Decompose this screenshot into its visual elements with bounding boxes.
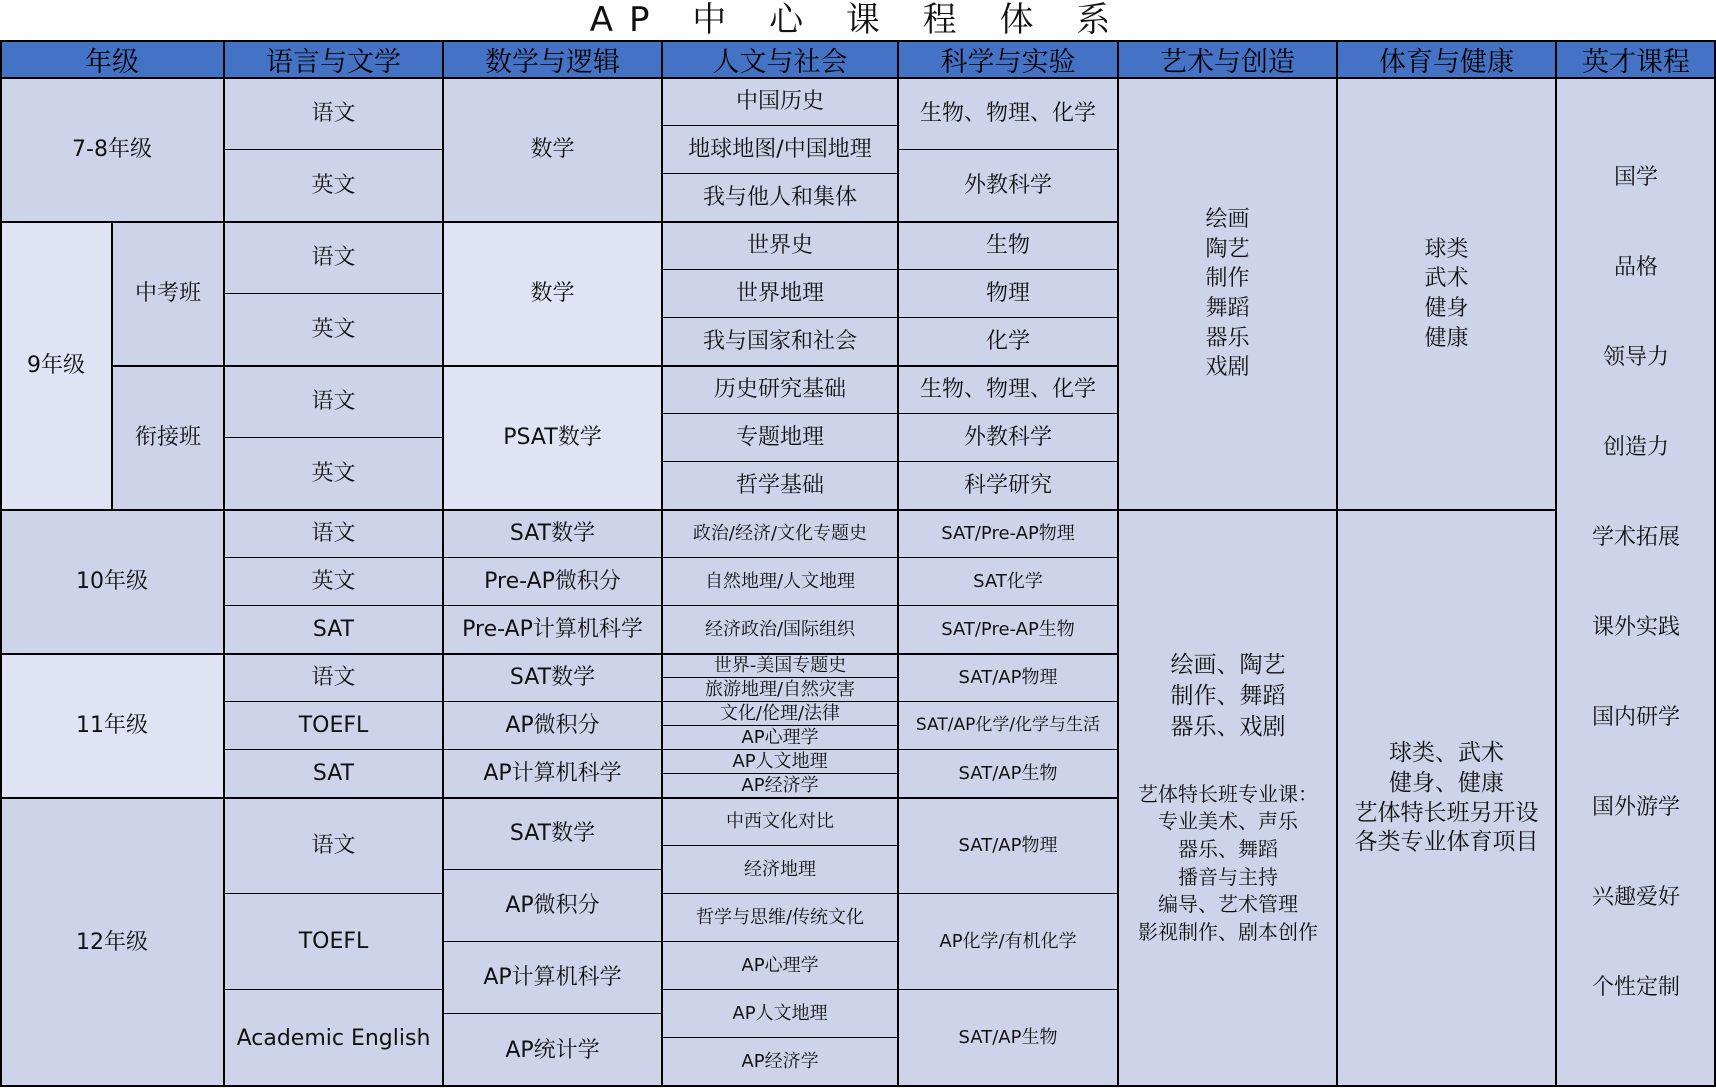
sci-cell: 生物 [898, 222, 1118, 270]
sci-cell: SAT/AP化学/化学与生活 [898, 702, 1118, 750]
grid-line [662, 725, 898, 726]
lang-cell: 语文 [224, 798, 443, 894]
grade-9: 9年级 [0, 222, 112, 510]
sci-cell: SAT/Pre-AP物理 [898, 510, 1118, 558]
grid-line [662, 989, 1118, 990]
grid-line [662, 413, 1118, 414]
hum-cell: AP人文地理 [662, 750, 898, 774]
grid-line [1336, 40, 1338, 1087]
arts-lower-note: 艺体特长班专业课： 专业美术、声乐 器乐、舞蹈 播音与主持 编导、艺术管理 影视制作、剧本创作 [1138, 781, 1318, 944]
math-cell: AP微积分 [443, 702, 662, 750]
talent-item: 品格 [1556, 223, 1716, 313]
sci-cell: 化学 [898, 318, 1118, 366]
sci-cell: SAT/AP物理 [898, 798, 1118, 894]
grid-line [223, 40, 225, 1087]
lang-cell: 语文 [224, 78, 443, 150]
math-cell: PSAT数学 [443, 366, 662, 510]
grid-line [0, 40, 2, 1087]
lang-cell: SAT [224, 750, 443, 798]
hum-cell: 政治/经济/文化专题史 [662, 510, 898, 558]
grid-line [0, 77, 1716, 79]
grid-line [662, 557, 1118, 558]
sci-cell: 外教科学 [898, 150, 1118, 222]
arts-upper: 绘画 陶艺 制作 舞蹈 器乐 戏剧 [1118, 78, 1337, 510]
grid-line [443, 1013, 662, 1014]
grid-line [662, 845, 898, 846]
talent-item: 国学 [1556, 133, 1716, 223]
lang-cell: 语文 [224, 654, 443, 702]
sci-cell: 科学研究 [898, 462, 1118, 510]
hum-cell: 经济地理 [662, 846, 898, 894]
grid-line [0, 653, 1118, 655]
grid-line [224, 557, 662, 558]
hum-cell: 文化/伦理/法律 [662, 702, 898, 726]
lang-cell: TOEFL [224, 702, 443, 750]
arts-lower-main: 绘画、陶艺 制作、舞蹈 器乐、戏剧 [1170, 651, 1286, 740]
math-cell: Pre-AP微积分 [443, 558, 662, 606]
talent-item: 学术拓展 [1556, 493, 1716, 583]
grid-line [224, 893, 443, 894]
talent-item: 国外游学 [1556, 763, 1716, 853]
header-sports: 体育与健康 [1337, 40, 1556, 78]
sci-cell: 外教科学 [898, 414, 1118, 462]
grid-line [0, 509, 1556, 511]
grid-line [662, 125, 898, 126]
hum-cell: 我与他人和集体 [662, 174, 898, 222]
hum-cell: AP经济学 [662, 1038, 898, 1087]
grid-line [224, 989, 443, 990]
grid-line [442, 40, 444, 1087]
math-cell: SAT数学 [443, 654, 662, 702]
math-cell: SAT数学 [443, 510, 662, 558]
hum-cell: 哲学与思维/传统文化 [662, 894, 898, 942]
grid-line [662, 461, 1118, 462]
sci-cell: SAT/AP生物 [898, 750, 1118, 798]
grid-line [662, 605, 1118, 606]
lang-cell: 语文 [224, 222, 443, 294]
hum-cell: 哲学基础 [662, 462, 898, 510]
hum-cell: 地球地图/中国地理 [662, 126, 898, 174]
hum-cell: 世界-美国专题史 [662, 654, 898, 678]
hum-cell: 专题地理 [662, 414, 898, 462]
hum-cell: 世界史 [662, 222, 898, 270]
sci-cell: 生物、物理、化学 [898, 78, 1118, 150]
hum-cell: 自然地理/人文地理 [662, 558, 898, 606]
grid-line [662, 317, 1118, 318]
math-cell: AP计算机科学 [443, 750, 662, 798]
hum-cell: 世界地理 [662, 270, 898, 318]
grid-line [1117, 40, 1119, 1087]
math-cell: 数学 [443, 78, 662, 222]
grid-line [662, 773, 898, 774]
grid-line [662, 701, 1118, 702]
hum-cell: 历史研究基础 [662, 366, 898, 414]
sci-cell: SAT/AP生物 [898, 990, 1118, 1087]
grid-line [662, 893, 1118, 894]
grid-line [224, 437, 443, 438]
sci-cell: SAT/Pre-AP生物 [898, 606, 1118, 654]
hum-cell: AP心理学 [662, 942, 898, 990]
header-math: 数学与逻辑 [443, 40, 662, 78]
grade-11: 11年级 [0, 654, 224, 798]
grid-line [224, 605, 662, 606]
math-cell: SAT数学 [443, 798, 662, 870]
grid-line [224, 293, 443, 294]
grade-7-8: 7-8年级 [0, 78, 224, 222]
grade-12: 12年级 [0, 798, 224, 1087]
lang-cell: 英文 [224, 438, 443, 510]
lang-cell: TOEFL [224, 894, 443, 990]
arts-lower [1118, 508, 1338, 1088]
talent-item: 国内研学 [1556, 673, 1716, 763]
talent-item: 领导力 [1556, 313, 1716, 403]
math-cell: AP计算机科学 [443, 942, 662, 1014]
talent-item: 个性定制 [1556, 943, 1716, 1033]
page-title: AP 中 心 课 程 体 系 [589, 0, 1127, 40]
header-talent: 英才课程 [1556, 40, 1716, 78]
sports-lower: 球类、武术 健身、健康 艺体特长班另开设 各类专业体育项目 [1337, 510, 1556, 1087]
grid-line [224, 701, 662, 702]
grid-line [662, 1037, 898, 1038]
grid-line [898, 149, 1118, 150]
header-grade: 年级 [0, 40, 224, 78]
grid-line [0, 221, 1118, 223]
math-cell: 数学 [443, 222, 662, 366]
sci-cell: 物理 [898, 270, 1118, 318]
sci-cell: SAT化学 [898, 558, 1118, 606]
talent-item: 课外实践 [1556, 583, 1716, 673]
grid-line [0, 40, 1716, 42]
math-cell: Pre-AP计算机科学 [443, 606, 662, 654]
grade-9-bridge: 衔接班 [112, 366, 224, 510]
sports-upper: 球类 武术 健身 健康 [1337, 78, 1556, 510]
header-arts: 艺术与创造 [1118, 40, 1337, 78]
lang-cell: Academic English [224, 990, 443, 1087]
lang-cell: SAT [224, 606, 443, 654]
hum-cell: 经济政治/国际组织 [662, 606, 898, 654]
header-language: 语言与文学 [224, 40, 443, 78]
lang-cell: 英文 [224, 150, 443, 222]
hum-cell: 旅游地理/自然灾害 [662, 678, 898, 702]
lang-cell: 语文 [224, 510, 443, 558]
grid-line [662, 269, 1118, 270]
sci-cell: 生物、物理、化学 [898, 366, 1118, 414]
hum-cell: 我与国家和社会 [662, 318, 898, 366]
sci-cell: SAT/AP物理 [898, 654, 1118, 702]
grid-line [662, 677, 898, 678]
hum-cell: AP心理学 [662, 726, 898, 750]
grid-line [224, 149, 443, 150]
grid-line [662, 173, 898, 174]
lang-cell: 英文 [224, 558, 443, 606]
sci-cell: AP化学/有机化学 [898, 894, 1118, 990]
grid-line [224, 749, 662, 750]
lang-cell: 语文 [224, 366, 443, 438]
lang-cell: 英文 [224, 294, 443, 366]
grid-line [662, 941, 898, 942]
hum-cell: 中国历史 [662, 78, 898, 126]
talent-item: 兴趣爱好 [1556, 853, 1716, 943]
grid-line [0, 797, 1118, 799]
grade-10: 10年级 [0, 510, 224, 654]
grid-line [1555, 40, 1557, 1087]
grid-line [661, 40, 663, 1087]
grid-line [112, 365, 1118, 367]
hum-cell: AP经济学 [662, 774, 898, 798]
math-cell: AP统计学 [443, 1014, 662, 1087]
hum-cell: AP人文地理 [662, 990, 898, 1038]
grid-line [443, 869, 662, 870]
math-cell: AP微积分 [443, 870, 662, 942]
grade-9-zhongkao: 中考班 [112, 222, 224, 366]
hum-cell: 中西文化对比 [662, 798, 898, 846]
grid-line [662, 749, 1118, 750]
talent-item: 创造力 [1556, 403, 1716, 493]
grid-line [897, 40, 899, 1087]
header-humanities: 人文与社会 [662, 40, 898, 78]
grid-line [443, 941, 662, 942]
header-science: 科学与实验 [898, 40, 1118, 78]
